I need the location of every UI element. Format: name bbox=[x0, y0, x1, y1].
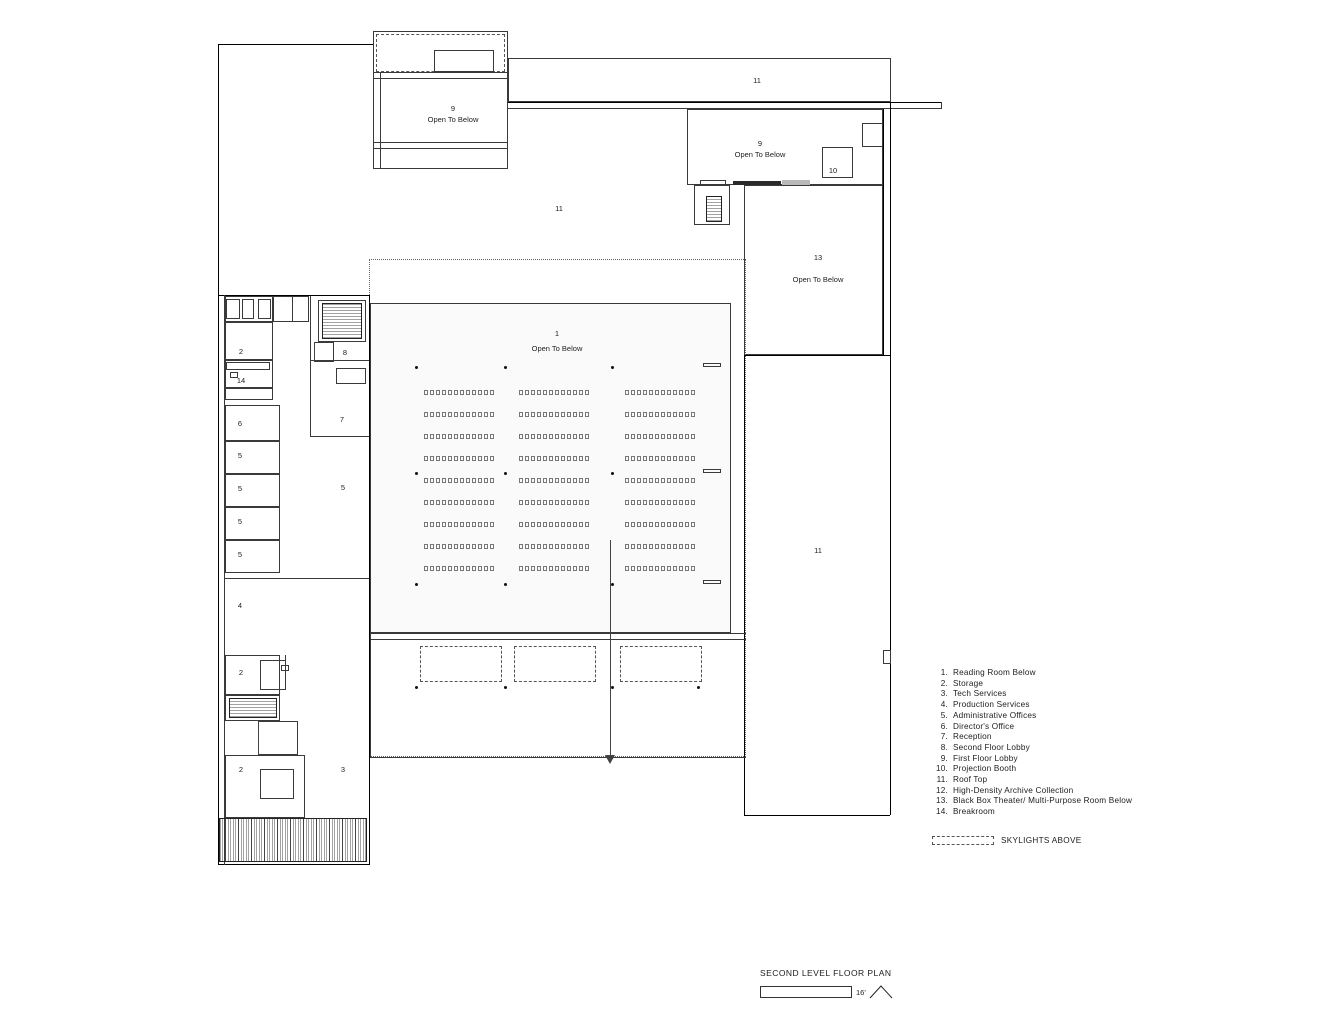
room-number-black-box: 13 bbox=[813, 253, 823, 262]
storage-c-shelving bbox=[260, 769, 294, 799]
roof-right-wing-right-edge bbox=[890, 656, 891, 815]
legend-item-number: 3. bbox=[940, 689, 948, 699]
room-number-breakroom: 14 bbox=[236, 376, 246, 385]
legend-item-number: 7. bbox=[940, 732, 948, 742]
mullion-tick bbox=[703, 580, 721, 584]
room-number-tech-services: 3 bbox=[340, 765, 346, 774]
legend-item-label: First Floor Lobby bbox=[953, 753, 1018, 763]
room-number-admin-d: 5 bbox=[237, 550, 243, 559]
section-cut-line bbox=[610, 540, 611, 755]
legend-item-label: Storage bbox=[953, 678, 984, 688]
storage-room-a bbox=[225, 322, 273, 360]
legend-item-number: 10. bbox=[936, 764, 948, 774]
legend-item-label: Reading Room Below bbox=[953, 668, 1036, 677]
legend-item bbox=[932, 754, 1262, 765]
room-number-second-floor-lobby: 8 bbox=[342, 348, 348, 357]
mullion-tick bbox=[703, 469, 721, 473]
room-number-reading-room: 1 bbox=[554, 329, 560, 338]
legend-item bbox=[932, 743, 1262, 754]
legend-item bbox=[932, 732, 1262, 743]
lobby-left-div-1 bbox=[373, 72, 508, 73]
legend-item bbox=[932, 786, 1262, 797]
stair-hatch-upper bbox=[706, 196, 722, 222]
legend-item-label: Breakroom bbox=[953, 807, 995, 817]
production-services-top bbox=[225, 578, 369, 579]
corridor-wall-3 bbox=[310, 436, 369, 437]
admin-office-2 bbox=[225, 474, 280, 507]
roof-bar-bottom-edge bbox=[508, 102, 942, 103]
stair-landing-upper bbox=[700, 180, 726, 186]
roof-outline-top-left bbox=[218, 44, 373, 45]
first-floor-lobby-right-outline bbox=[687, 109, 883, 185]
breakroom-counter bbox=[226, 362, 270, 370]
elevator-shaft-upper bbox=[314, 342, 334, 362]
lower-stair-hatch bbox=[229, 698, 277, 718]
column bbox=[504, 583, 507, 586]
mullion-tick bbox=[703, 363, 721, 367]
room-number-first-floor-lobby-right: 9 bbox=[757, 139, 763, 148]
column bbox=[611, 583, 614, 586]
lobby-left-inner-wall bbox=[380, 72, 381, 169]
legend-item-label: Reception bbox=[953, 732, 992, 742]
skylight-lower-2 bbox=[514, 646, 596, 682]
roof-right-edge-outer bbox=[890, 102, 891, 656]
column bbox=[697, 686, 700, 689]
room-number-admin-a: 5 bbox=[237, 451, 243, 460]
column bbox=[415, 472, 418, 475]
legend-item-label: Tech Services bbox=[953, 689, 1007, 699]
lobby-left-div-2 bbox=[373, 78, 508, 79]
legend-item-number: 8. bbox=[940, 742, 948, 752]
black-box-bottom-edge bbox=[744, 355, 890, 356]
legend-item bbox=[932, 700, 1262, 711]
office-wing-bottom-wall bbox=[218, 864, 370, 865]
column bbox=[504, 472, 507, 475]
roof-right-edge-upper bbox=[883, 109, 884, 355]
room-number-admin-e: 5 bbox=[340, 483, 346, 492]
admin-office-1 bbox=[225, 441, 280, 474]
skylight-inner-left bbox=[434, 50, 494, 72]
office-wing-right-wall bbox=[369, 295, 370, 865]
column bbox=[415, 686, 418, 689]
drawing-title: SECOND LEVEL FLOOR PLAN bbox=[760, 968, 892, 978]
corridor-segment-a bbox=[225, 388, 273, 400]
legend-item-label: Projection Booth bbox=[953, 764, 1017, 774]
louver-grille bbox=[219, 818, 367, 862]
legend-item bbox=[932, 722, 1262, 733]
legend-item-label: High-Density Archive Collection bbox=[953, 785, 1074, 795]
legend-item-number: 1. bbox=[940, 668, 948, 677]
room-number-reception: 7 bbox=[339, 415, 345, 424]
legend-item bbox=[932, 679, 1262, 690]
room-number-production-services: 4 bbox=[237, 601, 243, 610]
office-wing-left-wall bbox=[218, 295, 219, 865]
upper-stair-hatch bbox=[322, 303, 362, 339]
room-number-storage-b: 2 bbox=[238, 668, 244, 677]
lobby-seating bbox=[336, 368, 366, 384]
legend-item bbox=[932, 668, 1262, 679]
room-number-storage-a: 2 bbox=[238, 347, 244, 356]
legend-item-label: Roof Top bbox=[953, 775, 988, 785]
storage-b-shelving bbox=[260, 660, 286, 690]
legend-item bbox=[932, 689, 1262, 700]
column bbox=[611, 366, 614, 369]
open-to-below-lobby-left: Open To Below bbox=[427, 115, 479, 124]
room-number-roof-bar: 11 bbox=[753, 76, 761, 85]
legend-item-number: 12. bbox=[936, 785, 948, 795]
lower-band-top bbox=[370, 633, 746, 634]
legend-skylights-label: SKYLIGHTS ABOVE bbox=[1001, 836, 1082, 845]
legend-item-number: 13. bbox=[936, 796, 948, 806]
column bbox=[415, 366, 418, 369]
legend-item-number: 11. bbox=[936, 775, 948, 785]
room-number-directors-office: 6 bbox=[237, 419, 243, 428]
legend-item-number: 5. bbox=[940, 710, 948, 720]
room-number-roof-left-field: 11 bbox=[555, 204, 563, 213]
legend-item bbox=[932, 775, 1262, 786]
roof-right-wing-bottom bbox=[744, 815, 890, 816]
open-to-below-black-box: Open To Below bbox=[792, 275, 844, 284]
legend-item bbox=[932, 807, 1262, 818]
legend-skylights bbox=[932, 836, 1082, 845]
legend-item-number: 6. bbox=[940, 721, 948, 731]
legend-item-label: Black Box Theater/ Multi-Purpose Room Below bbox=[953, 796, 1133, 806]
roof-notch-right bbox=[862, 123, 883, 147]
directors-office-outline bbox=[225, 405, 280, 441]
service-fixture-b bbox=[242, 299, 254, 319]
column bbox=[504, 366, 507, 369]
legend bbox=[932, 668, 1262, 818]
service-fixture-a bbox=[226, 299, 240, 319]
open-to-below-reading-room: Open To Below bbox=[531, 344, 583, 353]
black-box-theater-outline bbox=[744, 185, 883, 355]
lower-band-left-edge bbox=[370, 633, 371, 757]
legend-item bbox=[932, 796, 1262, 807]
legend-item-label: Director's Office bbox=[953, 721, 1015, 731]
corridor-wall-1 bbox=[310, 296, 311, 436]
room-number-admin-b: 5 bbox=[237, 484, 243, 493]
legend-item-label: Production Services bbox=[953, 700, 1030, 710]
breakroom-fixture bbox=[230, 372, 238, 378]
column bbox=[611, 686, 614, 689]
skylight-lower-1 bbox=[420, 646, 502, 682]
elevator-shaft-lower bbox=[258, 721, 298, 755]
projection-booth-outline bbox=[822, 147, 853, 178]
legend-item-label: Second Floor Lobby bbox=[953, 742, 1030, 752]
scale-bar-label: 16' bbox=[856, 988, 866, 997]
roof-outline-left-wall bbox=[218, 44, 219, 298]
column bbox=[504, 686, 507, 689]
room-number-roof-right-field: 11 bbox=[814, 546, 822, 555]
admin-office-3 bbox=[225, 507, 280, 540]
lower-band-bottom bbox=[370, 757, 746, 758]
legend-item-number: 4. bbox=[940, 700, 948, 710]
lobby-left-div-4 bbox=[373, 148, 508, 149]
skylight-lower-3 bbox=[620, 646, 702, 682]
roof-bar-right-cap bbox=[941, 102, 942, 109]
scale-bar bbox=[760, 986, 852, 998]
service-room-b bbox=[273, 296, 309, 322]
roof-right-notch bbox=[883, 650, 891, 664]
roof-bar-top bbox=[508, 58, 891, 102]
service-divider bbox=[292, 296, 293, 322]
skylight-swatch bbox=[932, 836, 994, 845]
legend-item bbox=[932, 764, 1262, 775]
legend-item-number: 14. bbox=[936, 807, 948, 817]
legend-item-label: Administrative Offices bbox=[953, 710, 1037, 720]
service-fixture-c bbox=[258, 299, 271, 319]
admin-office-4 bbox=[225, 540, 280, 573]
room-number-admin-c: 5 bbox=[237, 517, 243, 526]
legend-item-number: 2. bbox=[940, 678, 948, 688]
room-number-projection-booth: 10 bbox=[828, 166, 838, 175]
open-to-below-lobby-right: Open To Below bbox=[734, 150, 786, 159]
column bbox=[611, 472, 614, 475]
column bbox=[415, 583, 418, 586]
shaft-edge-upper bbox=[314, 342, 315, 362]
lower-band-top2 bbox=[370, 639, 746, 640]
legend-item-number: 9. bbox=[940, 753, 948, 763]
room-number-first-floor-lobby-left: 9 bbox=[450, 104, 456, 113]
north-arrow-icon bbox=[868, 984, 894, 1000]
shaft-edge bbox=[258, 721, 259, 755]
lobby-left-div-3 bbox=[373, 142, 508, 143]
legend-item bbox=[932, 711, 1262, 722]
room-number-storage-c: 2 bbox=[238, 765, 244, 774]
